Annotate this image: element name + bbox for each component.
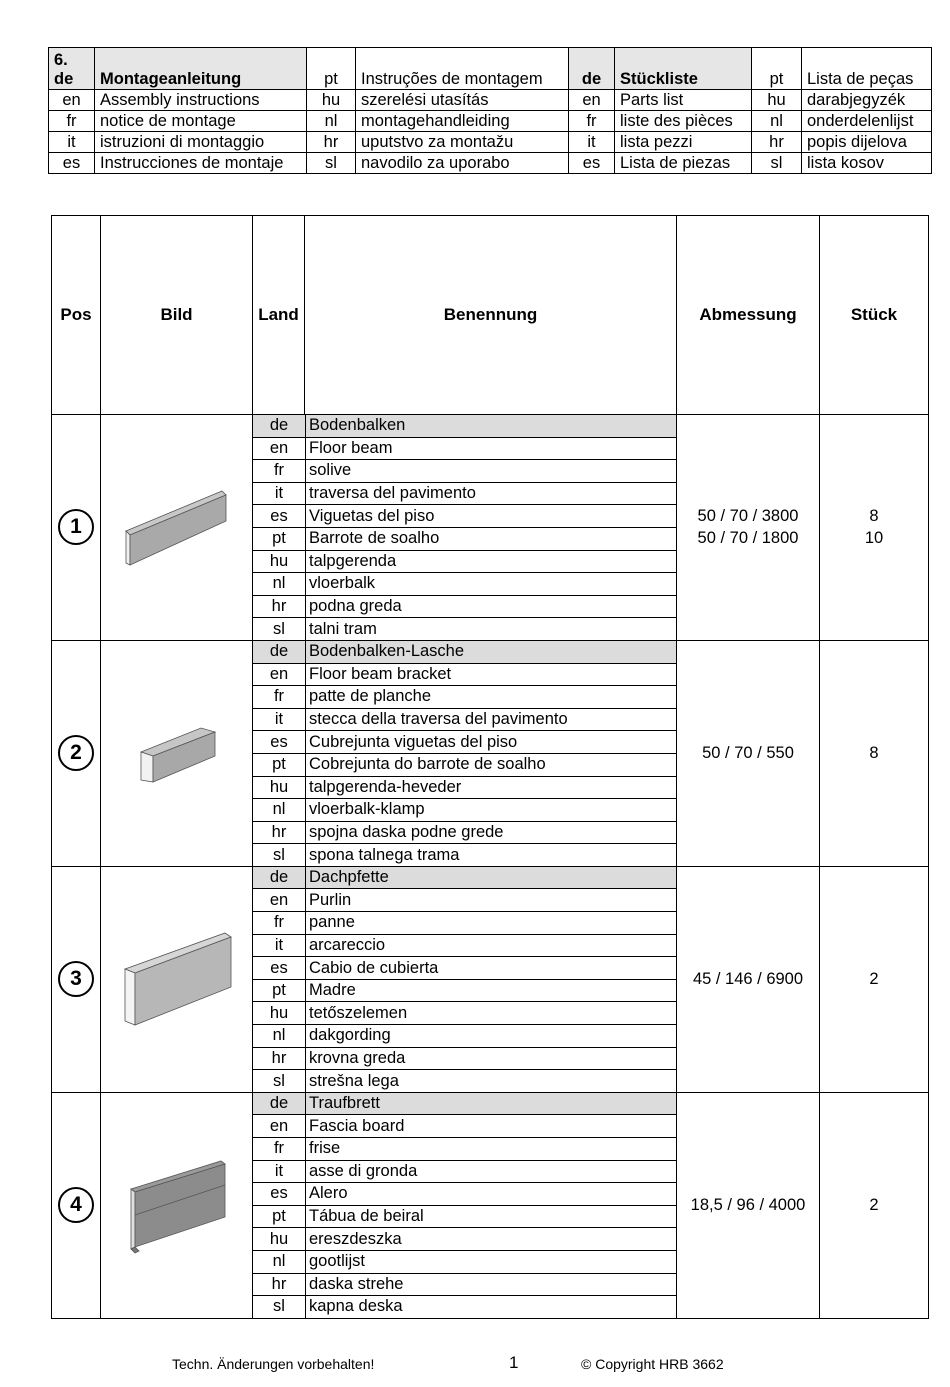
- part-name: Purlin: [306, 889, 677, 912]
- list-item: [253, 482, 676, 505]
- language-code: es: [569, 153, 615, 174]
- list-item: [253, 1047, 676, 1070]
- language-code: pt: [253, 753, 306, 776]
- translated-label: popis dijelova: [802, 132, 932, 153]
- part-name: talpgerenda-heveder: [306, 776, 677, 799]
- translated-label: Lista de piezas: [615, 153, 752, 174]
- position-number-badge: 4: [58, 1187, 94, 1223]
- language-code: hr: [253, 1273, 306, 1296]
- quantity-cell: [820, 866, 929, 1092]
- list-item: [253, 821, 676, 844]
- language-code: it: [569, 132, 615, 153]
- dimension-value: 18,5 / 96 / 4000: [690, 1196, 806, 1215]
- part-name: Floor beam bracket: [306, 663, 677, 686]
- beam-drawing-icon: [122, 487, 232, 567]
- language-code: nl: [253, 799, 306, 822]
- column-header-stueck: Stück: [820, 216, 929, 415]
- part-name: panne: [306, 912, 677, 935]
- language-code: en: [49, 90, 95, 111]
- quantity-value: 2: [869, 1196, 879, 1215]
- language-code: sl: [253, 618, 306, 640]
- translated-label: liste des pièces: [615, 111, 752, 132]
- quantity-value: 8: [869, 744, 879, 763]
- translated-label: notice de montage: [95, 111, 307, 132]
- language-code: es: [49, 153, 95, 174]
- language-code: hu: [253, 550, 306, 573]
- list-item: [253, 686, 676, 709]
- dimension-value: 50 / 70 / 3800: [697, 507, 799, 526]
- translated-label: szerelési utasítás: [356, 90, 569, 111]
- language-code: hr: [307, 132, 356, 153]
- language-code: hr: [253, 595, 306, 618]
- language-code: hr: [253, 821, 306, 844]
- translated-label: lista kosov: [802, 153, 932, 174]
- part-name: Traufbrett: [306, 1093, 677, 1115]
- part-name: patte de planche: [306, 686, 677, 709]
- quantity-value: 8: [869, 507, 879, 526]
- part-name: stecca della traversa del pavimento: [306, 708, 677, 731]
- language-code: de: [253, 1093, 306, 1115]
- list-item: [253, 618, 676, 640]
- list-item: [253, 437, 676, 460]
- language-code: it: [253, 482, 306, 505]
- translated-label: darabjegyzék: [802, 90, 932, 111]
- language-code: sl: [253, 844, 306, 866]
- part-image-cell: [101, 1092, 253, 1318]
- language-code: sl: [307, 153, 356, 174]
- language-code: pt: [253, 527, 306, 550]
- language-code: fr: [253, 460, 306, 483]
- list-item: [253, 505, 676, 528]
- part-name: Tábua de beiral: [306, 1205, 677, 1228]
- language-code: sl: [253, 1070, 306, 1092]
- dimension-cell: [677, 1092, 820, 1318]
- name-translations-list: [253, 415, 676, 640]
- footer-copyright: © Copyright HRB 3662: [581, 1356, 724, 1372]
- names-cell: [253, 640, 677, 866]
- part-name: arcareccio: [306, 934, 677, 957]
- list-item: [253, 867, 676, 889]
- translated-label: Instruções de montagem: [356, 48, 569, 90]
- part-image-cell: [101, 415, 253, 641]
- language-code: pt: [253, 979, 306, 1002]
- part-name: talni tram: [309, 619, 377, 638]
- language-code: es: [253, 957, 306, 980]
- column-header-bild: Bild: [101, 216, 253, 415]
- part-name: traversa del pavimento: [306, 482, 677, 505]
- list-item: [253, 889, 676, 912]
- language-code: hr: [752, 132, 802, 153]
- translated-label: Assembly instructions: [95, 90, 307, 111]
- page-number: 1: [509, 1353, 519, 1372]
- language-code: it: [253, 708, 306, 731]
- parts-list-table: [51, 215, 929, 1319]
- column-header-abmessung: Abmessung: [677, 216, 820, 415]
- list-item: [253, 415, 676, 437]
- names-cell: [253, 866, 677, 1092]
- part-name: frise: [306, 1138, 677, 1161]
- language-code: en: [253, 437, 306, 460]
- list-item: [253, 957, 676, 980]
- language-code: nl: [253, 1025, 306, 1048]
- part-name: daska strehe: [306, 1273, 677, 1296]
- translated-label: montagehandleiding: [356, 111, 569, 132]
- list-item: [253, 708, 676, 731]
- language-code: sl: [752, 153, 802, 174]
- header-row: [49, 90, 932, 111]
- part-name: solive: [306, 460, 677, 483]
- list-item: [253, 912, 676, 935]
- position-number-badge: 1: [58, 509, 94, 545]
- list-item: [253, 1228, 676, 1251]
- part-name: spona talnega trama: [309, 845, 460, 864]
- position-cell: [52, 1092, 101, 1318]
- language-header-table: [48, 47, 932, 174]
- list-item: [253, 979, 676, 1002]
- part-name: vloerbalk: [306, 573, 677, 596]
- list-item: [253, 731, 676, 754]
- translated-label: istruzioni di montaggio: [95, 132, 307, 153]
- list-item: [253, 934, 676, 957]
- position-number-badge: 2: [58, 735, 94, 771]
- dimension-value: 50 / 70 / 550: [702, 744, 794, 763]
- part-name: spojna daska podne grede: [306, 821, 677, 844]
- language-code: hr: [253, 1047, 306, 1070]
- list-item: [253, 1250, 676, 1273]
- language-code: en: [253, 889, 306, 912]
- language-code: en: [569, 90, 615, 111]
- list-item: [253, 753, 676, 776]
- language-code: fr: [49, 111, 95, 132]
- part-name: Madre: [306, 979, 677, 1002]
- list-item: [253, 1002, 676, 1025]
- language-code: hu: [253, 1228, 306, 1251]
- part-name: Viguetas del piso: [306, 505, 677, 528]
- language-code: hu: [253, 776, 306, 799]
- header-row: [49, 48, 932, 90]
- list-item: [253, 799, 676, 822]
- part-row: [52, 640, 929, 866]
- quantity-value: 10: [864, 529, 884, 548]
- language-code: nl: [253, 573, 306, 596]
- quantity-cell: [820, 640, 929, 866]
- part-name: dakgording: [306, 1025, 677, 1048]
- list-item: [253, 550, 676, 573]
- language-code: de: [54, 70, 74, 88]
- list-item: [253, 1296, 676, 1318]
- column-header-pos: Pos: [52, 216, 101, 415]
- names-cell: [253, 1092, 677, 1318]
- language-code: nl: [253, 1250, 306, 1273]
- part-name: vloerbalk-klamp: [306, 799, 677, 822]
- position-cell: [52, 866, 101, 1092]
- footer-disclaimer: Techn. Änderungen vorbehalten!: [172, 1356, 375, 1372]
- list-item: [253, 1273, 676, 1296]
- part-name: Cobrejunta do barrote de soalho: [306, 753, 677, 776]
- list-item: [253, 1093, 676, 1115]
- language-code: pt: [752, 48, 802, 90]
- part-name: Cubrejunta viguetas del piso: [306, 731, 677, 754]
- translated-label: Parts list: [615, 90, 752, 111]
- list-item: [253, 641, 676, 663]
- list-item: [253, 1183, 676, 1206]
- part-row: [52, 1092, 929, 1318]
- language-code: pt: [253, 1205, 306, 1228]
- list-item: [253, 1138, 676, 1161]
- dimension-value: 45 / 146 / 6900: [692, 970, 804, 989]
- translated-label: Montageanleitung: [95, 48, 307, 90]
- part-name: Bodenbalken: [306, 415, 677, 437]
- list-item: [253, 1025, 676, 1048]
- translated-label: onderdelenlijst: [802, 111, 932, 132]
- part-name: Bodenbalken-Lasche: [306, 641, 677, 663]
- list-item: [253, 1160, 676, 1183]
- language-code: it: [253, 934, 306, 957]
- list-item: [253, 776, 676, 799]
- part-name: ereszdeszka: [306, 1228, 677, 1251]
- purlin-drawing-icon: [121, 929, 233, 1029]
- language-code: nl: [752, 111, 802, 132]
- dimension-cell: [677, 415, 820, 641]
- part-name: krovna greda: [306, 1047, 677, 1070]
- names-cell: [253, 415, 677, 641]
- list-item: [253, 527, 676, 550]
- language-code: fr: [253, 912, 306, 935]
- language-code: en: [253, 1115, 306, 1138]
- part-name: kapna deska: [309, 1297, 403, 1316]
- dimension-cell: [677, 640, 820, 866]
- language-code: fr: [253, 686, 306, 709]
- language-code: hu: [307, 90, 356, 111]
- name-translations-list: [253, 1093, 676, 1318]
- language-code: [49, 48, 95, 90]
- position-cell: [52, 640, 101, 866]
- language-code: hu: [253, 1002, 306, 1025]
- list-item: [253, 663, 676, 686]
- column-header-benennung: Benennung: [305, 216, 677, 415]
- translated-label: lista pezzi: [615, 132, 752, 153]
- list-item: [253, 844, 676, 866]
- header-row: [49, 111, 932, 132]
- fascia-board-drawing-icon: [125, 1155, 229, 1255]
- part-name: podna greda: [306, 595, 677, 618]
- language-code: de: [253, 867, 306, 889]
- part-name: talpgerenda: [306, 550, 677, 573]
- column-header-land: Land: [253, 216, 305, 415]
- quantity-cell: [820, 1092, 929, 1318]
- part-name: tetőszelemen: [306, 1002, 677, 1025]
- parts-header-row: [52, 216, 929, 415]
- list-item: [253, 1070, 676, 1092]
- translated-label: navodilo za uporabo: [356, 153, 569, 174]
- language-code: de: [253, 641, 306, 663]
- part-name: Fascia board: [306, 1115, 677, 1138]
- language-code: fr: [253, 1138, 306, 1161]
- list-item: [253, 460, 676, 483]
- part-name: Barrote de soalho: [306, 527, 677, 550]
- position-cell: [52, 415, 101, 641]
- language-code: es: [253, 1183, 306, 1206]
- part-row: [52, 415, 929, 641]
- list-item: [253, 1115, 676, 1138]
- language-code: sl: [253, 1296, 306, 1318]
- list-item: [253, 573, 676, 596]
- part-image-cell: [101, 640, 253, 866]
- translated-label: uputstvo za montažu: [356, 132, 569, 153]
- translated-label: Stückliste: [615, 48, 752, 90]
- language-code: it: [253, 1160, 306, 1183]
- translated-label: Lista de peças: [802, 48, 932, 90]
- part-name: strešna lega: [309, 1071, 399, 1090]
- section-number: 6.: [54, 51, 68, 69]
- list-item: [253, 1205, 676, 1228]
- position-number-badge: 3: [58, 961, 94, 997]
- quantity-cell: [820, 415, 929, 641]
- language-code: fr: [569, 111, 615, 132]
- name-translations-list: [253, 641, 676, 866]
- list-item: [253, 595, 676, 618]
- part-name: Floor beam: [306, 437, 677, 460]
- part-name: Alero: [306, 1183, 677, 1206]
- part-name: Dachpfette: [306, 867, 677, 889]
- language-code: it: [49, 132, 95, 153]
- language-code: hu: [752, 90, 802, 111]
- language-code: de: [569, 48, 615, 90]
- short-beam-drawing-icon: [137, 722, 217, 784]
- part-row: [52, 866, 929, 1092]
- dimension-value: 50 / 70 / 1800: [697, 529, 799, 548]
- language-code: es: [253, 505, 306, 528]
- language-code: pt: [307, 48, 356, 90]
- header-row: [49, 153, 932, 174]
- translated-label: Instrucciones de montaje: [95, 153, 307, 174]
- language-code: de: [253, 415, 306, 437]
- part-name: Cabio de cubierta: [306, 957, 677, 980]
- part-name: gootlijst: [306, 1250, 677, 1273]
- language-code: en: [253, 663, 306, 686]
- language-code: es: [253, 731, 306, 754]
- name-translations-list: [253, 867, 676, 1092]
- dimension-cell: [677, 866, 820, 1092]
- quantity-value: 2: [869, 970, 879, 989]
- part-image-cell: [101, 866, 253, 1092]
- language-code: nl: [307, 111, 356, 132]
- header-row: [49, 132, 932, 153]
- part-name: asse di gronda: [306, 1160, 677, 1183]
